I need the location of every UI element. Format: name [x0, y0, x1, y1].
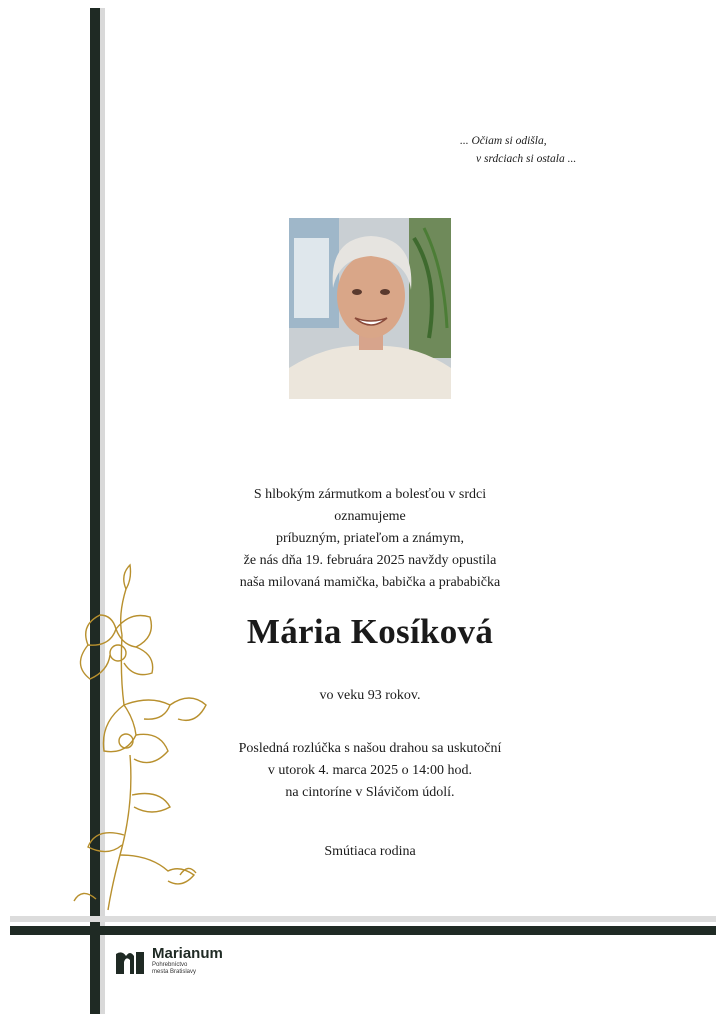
motto-line-2: v srdciach si ostala ...	[476, 153, 577, 165]
farewell-line-3: na cintoríne v Slávičom údolí.	[285, 785, 455, 800]
frame-horizontal-shadow	[10, 916, 716, 922]
floral-ornament	[60, 555, 220, 915]
frame-horizontal-line	[10, 926, 716, 935]
deceased-name: Mária Kosíková	[246, 612, 494, 651]
marianum-logo	[114, 946, 274, 982]
farewell-line-2: v utorok 4. marca 2025 o 14:00 hod.	[267, 763, 473, 778]
motto-line-1: ... Očiam si odišla,	[460, 135, 547, 147]
logo-subtitle-2: mesta Bratislavy	[152, 969, 197, 975]
announcement-line-4: že nás dňa 19. februára 2025 navždy opustila	[243, 553, 497, 568]
logo-name: Marianum	[152, 945, 223, 962]
announcement-line-2: oznamujeme	[334, 509, 406, 524]
motto	[440, 132, 620, 168]
announcement-line-3: príbuzným, priateľom a známym,	[275, 531, 465, 546]
farewell-info	[160, 738, 580, 804]
announcement-line-1: S hlbokým zármutkom a bolesťou v srdci	[253, 487, 487, 502]
deceased-age: vo veku 93 rokov.	[319, 688, 421, 703]
portrait-photo	[289, 218, 451, 399]
farewell-line-1: Posledná rozlúčka s našou drahou sa uskutoční	[238, 741, 502, 756]
announcement-text	[160, 484, 580, 594]
logo-subtitle-1: Pohrebníctvo	[152, 962, 188, 968]
marianum-logo-icon	[114, 948, 146, 976]
signature: Smútiaca rodina	[324, 844, 416, 859]
announcement-line-5: naša milovaná mamička, babička a prababička	[239, 575, 501, 590]
